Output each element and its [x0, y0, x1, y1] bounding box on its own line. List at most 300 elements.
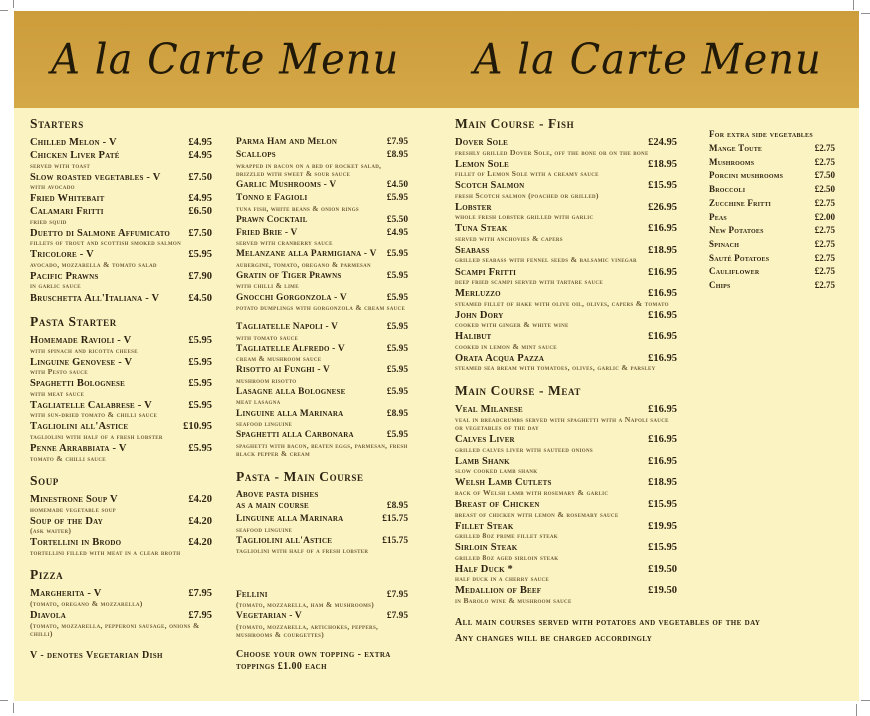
item-row: [236, 215, 408, 227]
item-row: [236, 193, 408, 205]
item-name: Orata Acqua Pazza: [455, 352, 545, 364]
item-description: tagliolini with half of a fresh lobster: [236, 546, 369, 556]
item-name: Mange Toute: [709, 143, 763, 153]
item-price: £2.00: [814, 211, 835, 222]
item-row: [30, 293, 212, 305]
item-price: £4.20: [188, 515, 212, 527]
menu-item: [455, 456, 677, 476]
item-description: fresh Scotch salmon (poached or grilled): [455, 190, 599, 200]
item-name: Tricolore - V: [30, 249, 94, 261]
item-price: £8.95: [386, 408, 408, 419]
section-heading: Main Course - Fish: [455, 116, 575, 131]
item-row: [30, 443, 212, 455]
item-name: Bruschetta All'Italiana - V: [30, 292, 160, 304]
item-name: Scotch Salmon: [455, 180, 525, 192]
item-name: John Dory: [455, 309, 504, 321]
menu-item: [236, 387, 408, 407]
menu-item: [30, 335, 212, 355]
crop-mark: [861, 700, 870, 701]
item-price: £7.95: [386, 589, 408, 600]
item-description: homemade vegetable soup: [30, 504, 116, 514]
menu-item: [455, 180, 677, 200]
menu-item: [455, 137, 677, 157]
item-description: rack of Welsh lamb with rosemary & garlic: [455, 487, 609, 497]
menu-item: [709, 142, 835, 154]
section-heading: Pizza: [30, 567, 64, 583]
item-price: £4.20: [188, 537, 212, 549]
item-name: Linguine alla Marinara: [236, 408, 344, 419]
menu-item: [709, 224, 835, 236]
item-row: [709, 156, 835, 168]
item-row: [30, 137, 212, 149]
item-row: [30, 206, 212, 218]
section-heading: Soup: [30, 473, 59, 489]
item-description: served with toast: [30, 160, 91, 170]
item-name: Tagliatelle Calabrese - V: [30, 399, 152, 411]
menu-item: [30, 137, 212, 149]
item-row: [30, 494, 212, 506]
item-price: £7.50: [814, 170, 835, 181]
item-price: £4.95: [386, 227, 408, 238]
item-price: £2.75: [814, 238, 835, 249]
item-row: [236, 322, 408, 334]
item-description: grilled 8oz aged sirloin steak: [455, 552, 559, 562]
item-name: Vegetarian - V: [236, 611, 302, 622]
menu-item: [30, 443, 212, 463]
menu-item: [236, 365, 408, 385]
item-price: £5.95: [386, 249, 408, 260]
item-description: fillet of Lemon Sole with a creamy sauce: [455, 169, 599, 179]
item-price: £18.95: [648, 477, 677, 489]
item-price: £4.95: [188, 150, 212, 161]
item-price: £16.95: [648, 352, 677, 364]
item-row: [709, 265, 835, 277]
item-price: £15.95: [648, 542, 677, 554]
item-name: Chicken Liver Paté: [30, 150, 120, 161]
item-price: £2.75: [814, 197, 835, 208]
item-row: [709, 169, 835, 181]
menu-title-left: A la Carte Menu: [51, 35, 400, 84]
item-name: Linguine alla Marinara: [236, 514, 344, 525]
item-row: [709, 252, 835, 264]
crop-mark: [0, 700, 8, 701]
item-description: cooked in lemon & mint sauce: [455, 341, 557, 351]
item-name: Diavola: [30, 610, 66, 621]
item-price: £7.50: [188, 227, 212, 239]
item-description: cream & mushroom sauce: [236, 354, 322, 364]
item-name: Soup of the Day: [30, 515, 104, 527]
menu-content: [14, 108, 859, 701]
item-description: steamed fillet of hake with olive oil, olives, capers & tomato: [455, 298, 669, 308]
menu-item: [455, 159, 677, 179]
item-description: with meat sauce: [30, 388, 85, 398]
item-description: cooked with ginger & white wine: [455, 320, 569, 330]
spacer: [236, 641, 408, 649]
item-price: £7.95: [386, 137, 408, 147]
header-band: [14, 11, 859, 108]
item-name: Melanzane alla Parmigiana - V: [236, 249, 377, 260]
item-price: £4.20: [188, 494, 212, 506]
item-price: £5.95: [386, 430, 408, 441]
item-price: £5.95: [188, 335, 212, 347]
item-name: Medallion of Beef: [455, 585, 542, 597]
item-row: [30, 335, 212, 347]
menu-footer-note: Any changes will be charged accordingly: [455, 632, 653, 644]
item-price: £8.95: [386, 501, 408, 512]
item-price: £2.75: [814, 252, 835, 263]
item-name: Merluzzo: [455, 288, 501, 300]
menu-item: [30, 537, 212, 557]
section-heading: Pasta - Main Course: [236, 468, 364, 484]
item-name: Zucchine Fritti: [709, 197, 772, 208]
item-row: [709, 238, 835, 250]
item-name: Tagliatelle Napoli - V: [236, 322, 339, 333]
menu-item: [30, 249, 212, 269]
item-description: seafood linguine: [236, 524, 293, 534]
item-description: (tomato, mozzarella, artichokes, peppers, mushrooms & courgettes): [236, 621, 379, 640]
item-description: in Barolo wine & mushroom sauce: [455, 595, 572, 605]
item-row: [709, 142, 835, 154]
spacer: [30, 640, 212, 650]
menu-column-1: [30, 116, 212, 662]
item-name: Lemon Sole: [455, 158, 510, 170]
item-price: £18.95: [648, 158, 677, 170]
item-name: Penne Arrabbiata - V: [30, 443, 127, 455]
menu-item: [236, 137, 408, 149]
menu-item: [455, 353, 677, 373]
menu-item: [709, 279, 835, 291]
menu-item: [455, 288, 677, 308]
item-name: Prawn Cocktail: [236, 214, 308, 225]
item-name: Tagliolini all'Astice: [236, 535, 333, 546]
item-row: [236, 430, 408, 442]
item-price: £4.95: [188, 193, 212, 205]
item-name: Sauté Potatoes: [709, 252, 770, 263]
item-name: Duetto di Salmone Affumicato: [30, 227, 171, 239]
menu-item: [455, 542, 677, 562]
item-name: Spaghetti Bolognese: [30, 378, 125, 390]
item-description: avocado, mozzarella & tomato salad: [30, 259, 157, 269]
menu-item: [236, 514, 408, 534]
crop-mark: [0, 10, 8, 11]
menu-item: [30, 293, 212, 305]
item-description: aubergine, tomato, oregano & parmesan: [236, 259, 371, 269]
item-name: Fillet Steak: [455, 520, 514, 532]
item-price: £16.95: [648, 331, 677, 343]
item-row: [30, 610, 212, 622]
menu-item: [455, 434, 677, 454]
item-description: (tomato, mozzarella, ham & mushrooms): [236, 600, 375, 609]
item-price: £5.95: [386, 322, 408, 333]
item-name: Chips: [709, 280, 731, 291]
spacer: [455, 607, 677, 615]
sides-heading: For extra side vegetables: [709, 129, 813, 139]
item-name: Halibut: [455, 331, 492, 343]
menu-item: [455, 245, 677, 265]
menu-item: [236, 215, 408, 227]
item-row: [455, 434, 677, 446]
item-name: Welsh Lamb Cutlets: [455, 477, 552, 489]
item-price: £4.95: [188, 137, 212, 148]
menu-item: [236, 490, 408, 513]
item-price: £16.95: [648, 288, 677, 300]
item-description: tagliolini with half of a fresh lobster: [30, 431, 163, 441]
menu-item: [236, 180, 408, 192]
item-row: [236, 611, 408, 623]
item-name: Fellini: [236, 589, 268, 600]
item-price: £5.95: [386, 292, 408, 303]
item-description: in garlic sauce: [30, 281, 81, 291]
item-price: £16.95: [648, 309, 677, 321]
item-price: £5.95: [386, 386, 408, 397]
menu-title-right: A la Carte Menu: [473, 35, 822, 84]
menu-item: [709, 238, 835, 250]
item-price: £16.95: [648, 455, 677, 467]
item-price: £16.95: [648, 266, 677, 278]
menu-item: [236, 409, 408, 429]
item-description: grilled seabass with fennel seeds & balsamic vinegar: [455, 255, 637, 265]
item-description: mushroom risotto: [236, 375, 297, 385]
menu-item: [236, 193, 408, 213]
menu-item: [30, 516, 212, 536]
item-price: £2.75: [814, 156, 835, 167]
item-price: £5.95: [188, 399, 212, 411]
menu-item: [455, 310, 677, 330]
item-description: with spinach and ricotta cheese: [30, 345, 138, 355]
item-name: Minestrone Soup V: [30, 494, 118, 506]
item-price: £7.90: [188, 270, 212, 282]
menu-item: [236, 611, 408, 640]
menu-item: [455, 499, 677, 519]
crop-mark: [861, 13, 870, 14]
item-name: Parma Ham and Melon: [236, 137, 338, 147]
item-name: Tonno e Fagioli: [236, 193, 308, 204]
item-price: £2.50: [814, 184, 835, 195]
item-description: veal in breadcrumbs served with spaghetti with a Napoli sauce or vegetables of the day: [455, 414, 669, 433]
menu-item: [236, 344, 408, 364]
item-description: with chilli & lime: [236, 281, 299, 291]
menu-item: [236, 430, 408, 459]
item-price: £26.95: [648, 201, 677, 213]
item-row: [709, 183, 835, 195]
item-name: Fried Brie - V: [236, 227, 298, 238]
item-description: spaghetti with bacon, beaten eggs, parmesan, fresh black pepper & cream: [236, 440, 408, 459]
item-description: tortellini filled with meat in a clear broth: [30, 547, 181, 557]
menu-item: [30, 357, 212, 377]
menu-item: [236, 590, 408, 610]
menu-item: [709, 183, 835, 195]
item-description: tomato & chilli sauce: [30, 453, 106, 463]
item-description: seafood linguine: [236, 419, 293, 429]
item-price: £19.50: [648, 563, 677, 575]
menu-item: [30, 610, 212, 639]
item-name: Garlic Mushrooms - V: [236, 180, 337, 191]
item-name: New Potatoes: [709, 225, 764, 236]
item-row: [455, 542, 677, 554]
menu-item: [236, 228, 408, 248]
item-description: breast of chicken with lemon & rosemary sauce: [455, 509, 619, 519]
item-price: £16.95: [648, 404, 677, 416]
item-row: [236, 137, 408, 149]
item-name: Chilled Melon - V: [30, 137, 117, 148]
item-price: £5.95: [188, 249, 212, 261]
menu-item: [30, 271, 212, 291]
menu-item: [709, 252, 835, 264]
item-description: with sun-dried tomato & chilli sauce: [30, 410, 158, 420]
item-description: grilled 8oz prime fillet steak: [455, 531, 558, 541]
item-row: [455, 288, 677, 300]
item-row: [709, 224, 835, 236]
item-price: £10.95: [183, 421, 212, 433]
menu-item: [236, 536, 408, 556]
section-heading: Main Course - Meat: [455, 383, 582, 399]
menu-footer-note: All main courses served with potatoes and vegetables of the day: [455, 616, 761, 628]
item-description: slow cooked lamb shank: [455, 466, 538, 476]
item-price: £15.75: [382, 514, 408, 525]
item-price: £19.95: [648, 520, 677, 532]
menu-item: [455, 585, 677, 605]
item-row: [455, 404, 677, 416]
item-description: (tomato, oregano & mozzarella): [30, 598, 143, 608]
item-price: £5.95: [188, 443, 212, 455]
item-description: (ask waiter): [30, 526, 72, 536]
item-name: Tagliolini all'Astice: [30, 421, 129, 433]
item-description: with avocado: [30, 182, 75, 192]
item-price: £2.75: [814, 280, 835, 291]
menu-item: [30, 588, 212, 608]
menu-column-2: [236, 116, 408, 672]
item-price: £8.95: [386, 150, 408, 160]
item-name: Spinach: [709, 238, 740, 249]
item-description: potato dumplings with gorgonzola & cream sauce: [236, 303, 406, 313]
menu-item: [709, 197, 835, 209]
menu-item: [455, 521, 677, 541]
item-row: [236, 150, 408, 162]
item-price: £18.95: [648, 244, 677, 256]
spacer: [236, 314, 408, 322]
item-price: £7.95: [386, 611, 408, 622]
item-name: Cauliflower: [709, 266, 760, 277]
item-row: [455, 137, 677, 149]
item-price: £15.75: [382, 535, 408, 546]
item-name: Veal Milanese: [455, 404, 523, 416]
item-description: deep fried scampi served with tartare sauce: [455, 277, 603, 287]
item-price: £6.50: [188, 206, 212, 218]
spacer: [236, 116, 408, 137]
item-description: whole fresh lobster grilled with garlic: [455, 212, 594, 222]
menu-item: [30, 494, 212, 514]
menu-item: [30, 206, 212, 226]
item-name: Tortellini in Brodo: [30, 537, 122, 549]
item-price: £5.95: [386, 193, 408, 204]
menu-item: [30, 193, 212, 205]
menu-item: [236, 293, 408, 313]
header-band-left: [14, 11, 437, 108]
item-price: £2.75: [814, 266, 835, 277]
item-name: Fried Whitebait: [30, 193, 105, 205]
item-price: £5.95: [386, 343, 408, 354]
item-price: £5.95: [386, 365, 408, 376]
item-price: £15.95: [648, 499, 677, 510]
item-price: £2.75: [814, 225, 835, 236]
item-price: £19.50: [648, 585, 677, 597]
item-description: meat lasagna: [236, 397, 281, 407]
item-description: (tomato, mozzarella, pepperoni sausage, onions & chilli): [30, 620, 200, 639]
item-name: Lasagne alla Bolognese: [236, 386, 346, 397]
item-name: as a main course: [236, 501, 309, 512]
item-name: Seabass: [455, 244, 490, 256]
item-price: £16.95: [648, 434, 677, 446]
menu-item: [455, 404, 677, 433]
menu-note: Choose your own topping - extra toppings £1.00 each: [236, 649, 391, 672]
item-row: [30, 150, 212, 162]
item-description: freshly grilled Dover Sole, off the bone or on the bone: [455, 147, 649, 157]
item-price: £2.75: [814, 143, 835, 153]
item-row: [30, 193, 212, 205]
item-description: fried squid: [30, 216, 67, 226]
item-price: £5.95: [386, 270, 408, 281]
item-description: served with anchovies & capers: [455, 233, 563, 243]
item-name: Tagliatelle Alfredo - V: [236, 343, 345, 354]
item-name: Mushrooms: [709, 156, 755, 167]
item-description: with Pesto sauce: [30, 367, 88, 377]
menu-item: [30, 421, 212, 441]
menu-item: [455, 223, 677, 243]
item-price: £15.95: [648, 180, 677, 192]
item-name: Sirloin Steak: [455, 542, 518, 554]
item-name: Calamari Fritti: [30, 206, 104, 218]
menu-item: [236, 150, 408, 179]
item-description: half duck in a cherry sauce: [455, 574, 550, 584]
item-description: steamed sea bream with tomatoes, olives, garlic & parsley: [455, 363, 656, 373]
item-price: £5.95: [188, 378, 212, 390]
item-name: Pacific Prawns: [30, 270, 99, 282]
item-price: £24.95: [648, 137, 677, 148]
item-name: Margherita - V: [30, 588, 102, 600]
menu-item: [236, 249, 408, 269]
menu-item: [455, 564, 677, 584]
item-price: £5.50: [386, 214, 408, 225]
crop-mark: [13, 0, 14, 8]
item-price: £5.95: [188, 356, 212, 368]
menu-item: [30, 400, 212, 420]
crop-mark: [853, 0, 854, 10]
item-price: £7.95: [188, 588, 212, 600]
item-name: Risotto ai Funghi - V: [236, 365, 331, 376]
menu-note: V - denotes Vegetarian Dish: [30, 650, 163, 662]
menu-sheet: [14, 11, 859, 701]
item-row: [236, 501, 408, 513]
item-name: Peas: [709, 211, 727, 222]
item-description: with tomato sauce: [236, 332, 299, 342]
item-row: [455, 180, 677, 192]
item-name: Scampi Fritti: [455, 266, 517, 278]
menu-item: [236, 322, 408, 342]
spacer: [709, 116, 835, 128]
item-name: Above pasta dishes: [236, 489, 319, 500]
item-price: £4.50: [188, 292, 212, 304]
item-description: fillets of trout and scottish smoked salmon: [30, 238, 182, 248]
menu-item: [455, 477, 677, 497]
item-price: £16.95: [648, 223, 677, 235]
menu-item: [709, 265, 835, 277]
item-name: Spaghetti alla Carbonara: [236, 430, 354, 441]
menu-item: [709, 169, 835, 181]
item-name: Breast of Chicken: [455, 499, 540, 510]
item-name: Gratin of Tiger Prawns: [236, 270, 342, 281]
spacer: [236, 558, 408, 590]
item-name: Broccoli: [709, 184, 746, 195]
